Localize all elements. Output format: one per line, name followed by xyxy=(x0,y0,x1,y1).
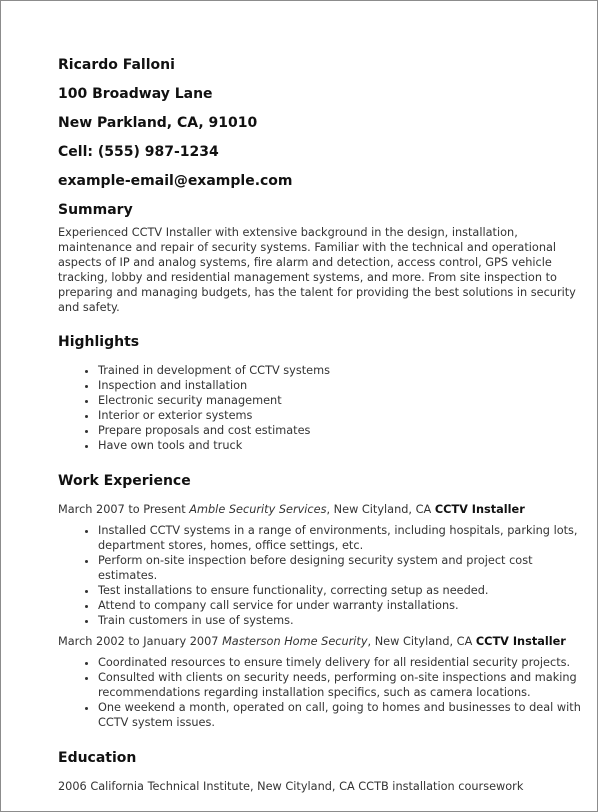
list-item: • Trained in development of CCTV systems xyxy=(98,363,591,378)
contact-address: 100 Broadway Lane xyxy=(58,86,213,102)
job-dates: March 2007 to Present xyxy=(58,503,186,516)
list-item: • Installed CCTV systems in a range of environments, including hospitals, parking lots, department stores, homes, office settings, etc. xyxy=(98,523,591,553)
list-item: • Perform on-site inspection before designing security system and project cost estimates. xyxy=(98,553,591,583)
contact-block xyxy=(58,51,591,196)
job-title: CCTV Installer xyxy=(434,503,525,516)
list-item: • Consulted with clients on security needs, performing on-site inspections and making recommendations regarding installation specifics, such as camera locations. xyxy=(98,670,591,700)
job-duties-list xyxy=(58,655,591,730)
list-item: • Train customers in use of systems. xyxy=(98,613,591,628)
list-item: • Test installations to ensure functionality, correcting setup as needed. xyxy=(98,583,591,598)
list-item: • Coordinated resources to ensure timely delivery for all residential security projects. xyxy=(98,655,591,670)
list-item: • Prepare proposals and cost estimates xyxy=(98,423,591,438)
list-item: • Interior or exterior systems xyxy=(98,408,591,423)
contact-city: New Parkland, CA, 91010 xyxy=(58,115,258,131)
list-item: • Have own tools and truck xyxy=(98,438,591,453)
education-heading: Education xyxy=(58,750,137,766)
job-header xyxy=(58,634,591,649)
list-item: • One weekend a month, operated on call, going to homes and businesses to deal with CCTV system issues. xyxy=(98,700,591,730)
summary-heading: Summary xyxy=(58,202,133,218)
job-location: , New Cityland, CA xyxy=(367,635,473,648)
resume-content xyxy=(58,51,591,794)
job-company: Masterson Home Security xyxy=(222,635,368,648)
job-duties-list xyxy=(58,523,591,628)
contact-phone: Cell: (555) 987-1234 xyxy=(58,144,219,160)
summary-text: Experienced CCTV Installer with extensive background in the design, installation, maintenance and repair of security systems. Familiar with the technical and operational aspects of IP and analog systems, fire alarm and detection, access control, GPS vehicle tracking, lobby and residential management systems, and more. From site inspection to preparing and managing budgets, has the talent for providing the best solutions in security and safety. xyxy=(58,226,576,314)
list-item: • Attend to company call service for under warranty installations. xyxy=(98,598,591,613)
contact-email: example-email@example.com xyxy=(58,173,293,189)
contact-name: Ricardo Falloni xyxy=(58,57,175,73)
job-company: Amble Security Services xyxy=(189,503,327,516)
list-item: • Inspection and installation xyxy=(98,378,591,393)
highlights-heading: Highlights xyxy=(58,334,140,350)
job-title: CCTV Installer xyxy=(475,635,566,648)
list-item: • Electronic security management xyxy=(98,393,591,408)
experience-heading: Work Experience xyxy=(58,473,191,489)
highlights-list xyxy=(58,363,591,453)
job-location: , New Cityland, CA xyxy=(326,503,432,516)
job-header xyxy=(58,502,591,517)
job-dates: March 2002 to January 2007 xyxy=(58,635,219,648)
education-text: 2006 California Technical Institute, New Cityland, CA CCTB installation coursework xyxy=(58,780,524,793)
